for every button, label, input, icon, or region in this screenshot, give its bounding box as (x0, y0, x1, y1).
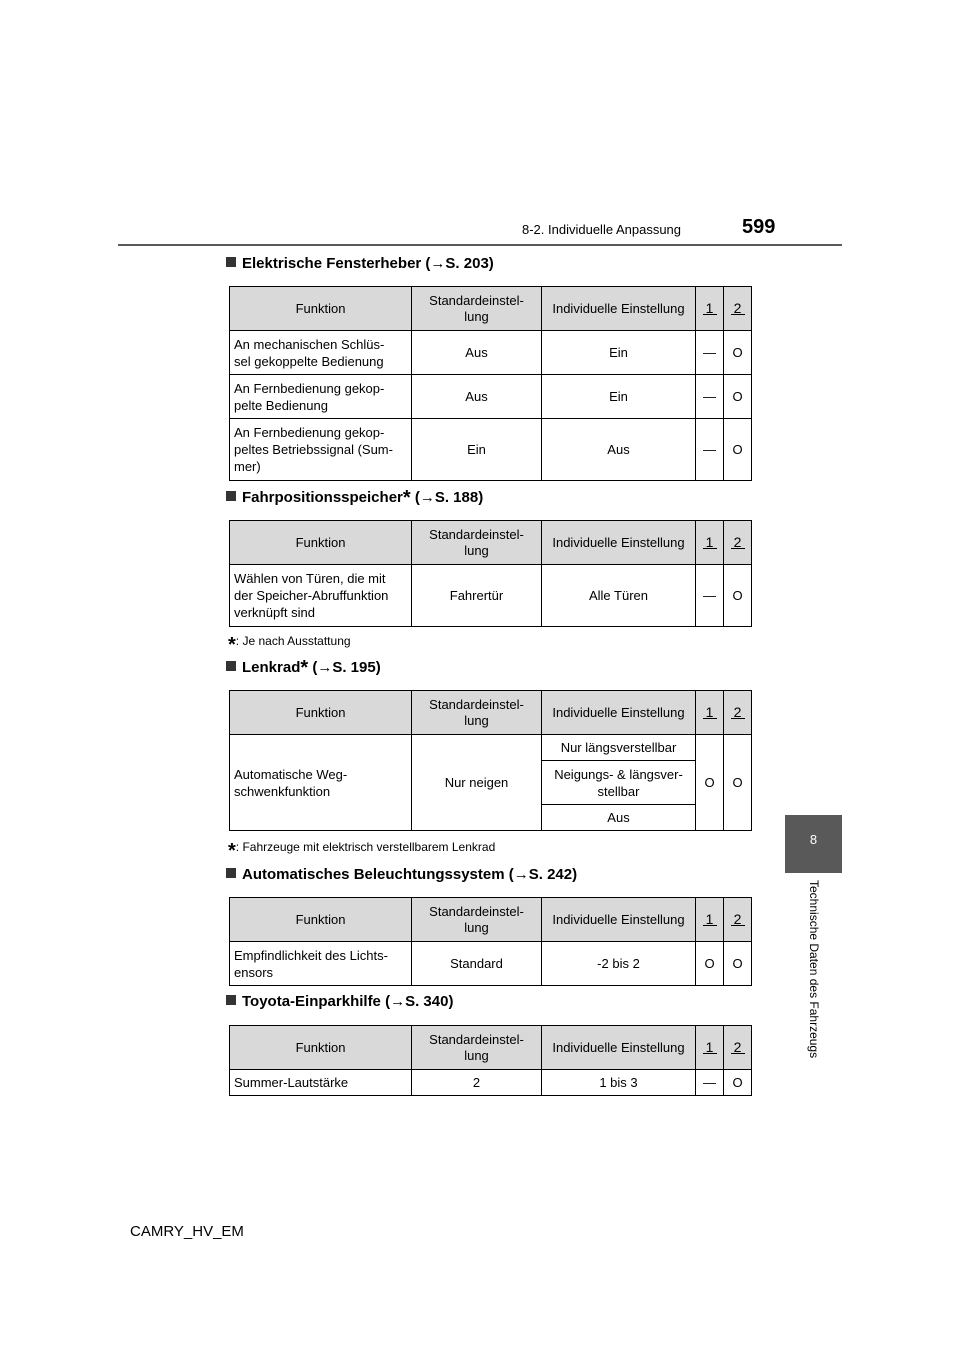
col-header-funktion: Funktion (230, 898, 412, 942)
table-row: An mechanischen Schlüs- sel gekoppelte Bedienung Aus Ein — O (230, 331, 752, 375)
square-bullet-icon (226, 995, 236, 1005)
footnote-ausstattung: *: Je nach Ausstattung (228, 634, 351, 656)
chapter-title: Technische Daten des Fahrzeugs (807, 880, 821, 1059)
col-header-2: 2 (724, 691, 752, 735)
table-row: Neigungs- & längsver- stellbar (230, 761, 752, 805)
col-header-standard: Standardeinstel- lung (412, 521, 542, 565)
col-header-1: 1 (696, 287, 724, 331)
square-bullet-icon (226, 661, 236, 671)
table-fahrpositionsspeicher (229, 520, 752, 627)
section-heading-beleuchtung: Automatisches Beleuchtungssystem (→S. 242) (226, 866, 577, 883)
col-header-individuell: Individuelle Einstellung (542, 521, 696, 565)
col-header-2: 2 (724, 287, 752, 331)
col-header-standard: Standardeinstel- lung (412, 898, 542, 942)
header-rule (118, 244, 842, 246)
col-header-funktion: Funktion (230, 521, 412, 565)
section-heading-fensterheber: Elektrische Fensterheber (→S. 203) (226, 255, 494, 272)
col-header-standard: Standardeinstel- lung (412, 1026, 542, 1070)
page-number: 599 (742, 216, 776, 238)
col-header-1: 1 (696, 691, 724, 735)
table-beleuchtung (229, 897, 752, 986)
col-header-individuell: Individuelle Einstellung (542, 898, 696, 942)
table-row: Aus (230, 805, 752, 831)
square-bullet-icon (226, 491, 236, 501)
table-row: Empfindlichkeit des Lichts- ensors Standard -2 bis 2 O O (230, 942, 752, 986)
section-heading-fahrpositionsspeicher: Fahrpositionsspeicher* (→S. 188) (226, 489, 483, 506)
col-header-individuell: Individuelle Einstellung (542, 691, 696, 735)
table-einparkhilfe (229, 1025, 752, 1096)
document-code: CAMRY_HV_EM (130, 1223, 244, 1240)
col-header-funktion: Funktion (230, 691, 412, 735)
footnote-lenkrad: *: Fahrzeuge mit elektrisch verstellbarem Lenkrad (228, 840, 496, 862)
col-header-individuell: Individuelle Einstellung (542, 287, 696, 331)
section-heading-einparkhilfe: Toyota-Einparkhilfe (→S. 340) (226, 993, 453, 1010)
table-row: Automatische Weg- schwenkfunktion Nur neigen Nur längsverstellbar O O (230, 735, 752, 761)
col-header-1: 1 (696, 1026, 724, 1070)
table-fensterheber (229, 286, 752, 481)
square-bullet-icon (226, 257, 236, 267)
table-row: Wählen von Türen, die mit der Speicher-Abruffunktion verknüpft sind Fahrertür Alle Türen — O (230, 565, 752, 627)
col-header-funktion: Funktion (230, 287, 412, 331)
chapter-tab: 8 (785, 815, 842, 873)
table-row: An Fernbedienung gekop- pelte Bedienung Aus Ein — O (230, 375, 752, 419)
col-header-2: 2 (724, 898, 752, 942)
col-header-standard: Standardeinstel- lung (412, 287, 542, 331)
col-header-standard: Standardeinstel- lung (412, 691, 542, 735)
col-header-2: 2 (724, 521, 752, 565)
table-lenkrad (229, 690, 752, 831)
col-header-funktion: Funktion (230, 1026, 412, 1070)
col-header-2: 2 (724, 1026, 752, 1070)
table-row: Summer-Lautstärke 2 1 bis 3 — O (230, 1070, 752, 1096)
col-header-1: 1 (696, 521, 724, 565)
table-row: An Fernbedienung gekop- peltes Betriebssignal (Sum- mer) Ein Aus — O (230, 419, 752, 481)
col-header-individuell: Individuelle Einstellung (542, 1026, 696, 1070)
col-header-1: 1 (696, 898, 724, 942)
square-bullet-icon (226, 868, 236, 878)
section-heading-lenkrad: Lenkrad* (→S. 195) (226, 659, 381, 676)
section-title: 8-2. Individuelle Anpassung (522, 222, 682, 237)
